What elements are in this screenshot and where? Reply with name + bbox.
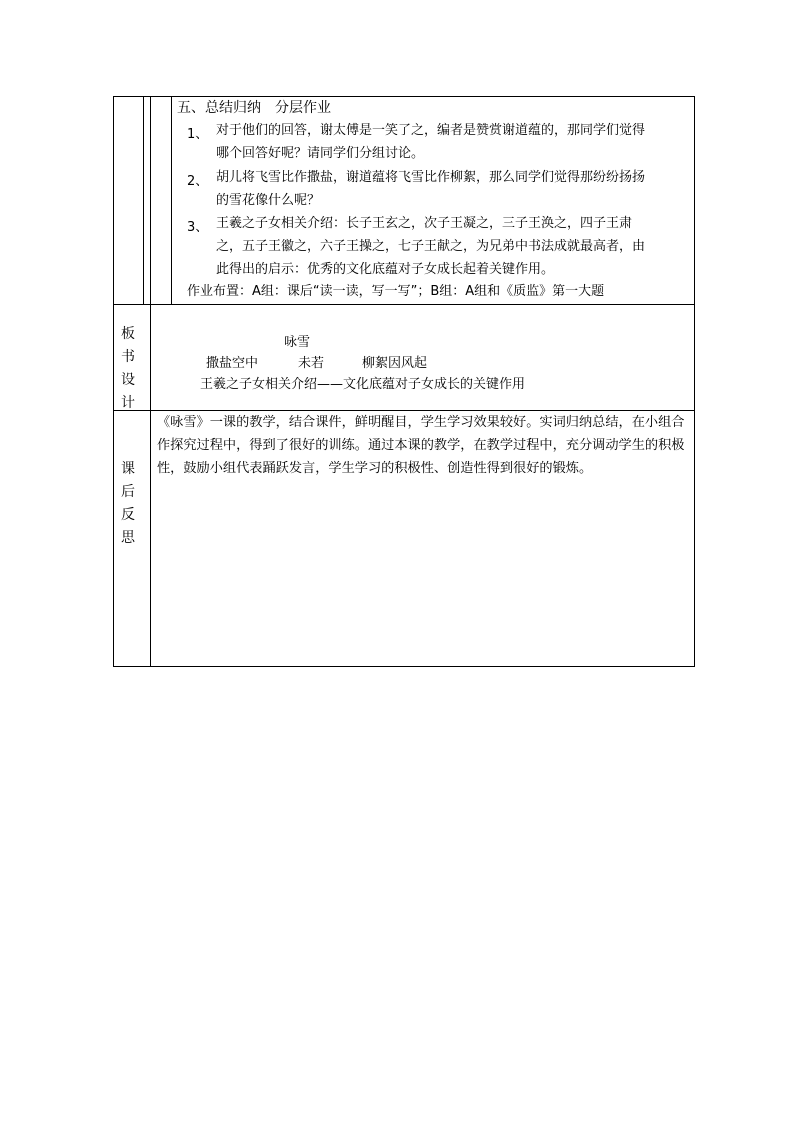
item-3-text [216, 212, 686, 281]
reflection-text: 《咏雪》一课的教学，结合课件，鲜明醒目，学生学习效果较好。实词归纳总结，在小组合作探究过程中，得到了很好的训练。通过本课的教学，在教学过程中，充分调动学生的积极性，鼓励小组代表踊跃发言，学生学习的积极性、创造性得到很好的锻炼。 [157, 415, 685, 476]
item-2-line-2: 的雪花像什么呢？ [216, 193, 321, 208]
reflection-label-char-3: 反 [121, 507, 135, 523]
board-label-char-3: 设 [121, 372, 135, 388]
item-2-text [216, 166, 686, 212]
homework-assignment: 作业布置：A组：课后“读一读，写一写”；B组：A组和《质监》第一大题 [187, 284, 605, 299]
reflection-label-char-2: 后 [121, 484, 135, 500]
section-heading: 五、总结归纳 分层作业 [177, 100, 331, 116]
col-divider-1 [143, 96, 144, 305]
reflection-label-char-1: 课 [121, 461, 135, 477]
board-line-left: 撒盐空中 [206, 356, 259, 371]
reflection-label [118, 458, 138, 550]
item-3-line-3: 此得出的启示：优秀的文化底蕴对子女成长起着关键作用。 [216, 262, 555, 277]
item-3-line-2: 之，五子王徽之，六子王操之，七子王献之，为兄弟中书法成就最高者，由 [216, 239, 646, 254]
col-divider-3 [171, 96, 172, 305]
board-line-3: 王羲之子女相关介绍——文化底蕴对子女成长的关键作用 [200, 377, 526, 392]
board-title: 咏雪 [284, 335, 311, 350]
item-1-text [216, 119, 686, 165]
row-divider-1 [113, 304, 695, 305]
board-label-char-4: 计 [121, 395, 135, 411]
item-3-line-1: 王羲之子女相关介绍：长子王玄之，次子王凝之，三子王涣之，四子王肃 [216, 216, 633, 231]
item-1-number: 1、 [187, 127, 209, 142]
item-2-number: 2、 [187, 174, 209, 189]
col-divider-2 [150, 96, 151, 667]
reflection-label-char-4: 思 [121, 530, 135, 546]
item-3-number: 3、 [187, 220, 209, 235]
board-design-label [118, 323, 138, 415]
item-2-line-1: 胡儿将飞雪比作撒盐，谢道蕴将飞雪比作柳絮，那么同学们觉得那纷纷扬扬 [216, 170, 646, 185]
board-line-right: 柳絮因风起 [362, 356, 428, 371]
board-line-mid: 未若 [298, 356, 325, 371]
item-1-line-2: 哪个回答好呢？请同学们分组讨论。 [216, 146, 425, 161]
board-label-char-1: 板 [121, 326, 135, 342]
board-label-char-2: 书 [121, 349, 135, 365]
item-1-line-1: 对于他们的回答，谢太傅是一笑了之，编者是赞赏谢道蕴的，那同学们觉得 [216, 123, 646, 138]
